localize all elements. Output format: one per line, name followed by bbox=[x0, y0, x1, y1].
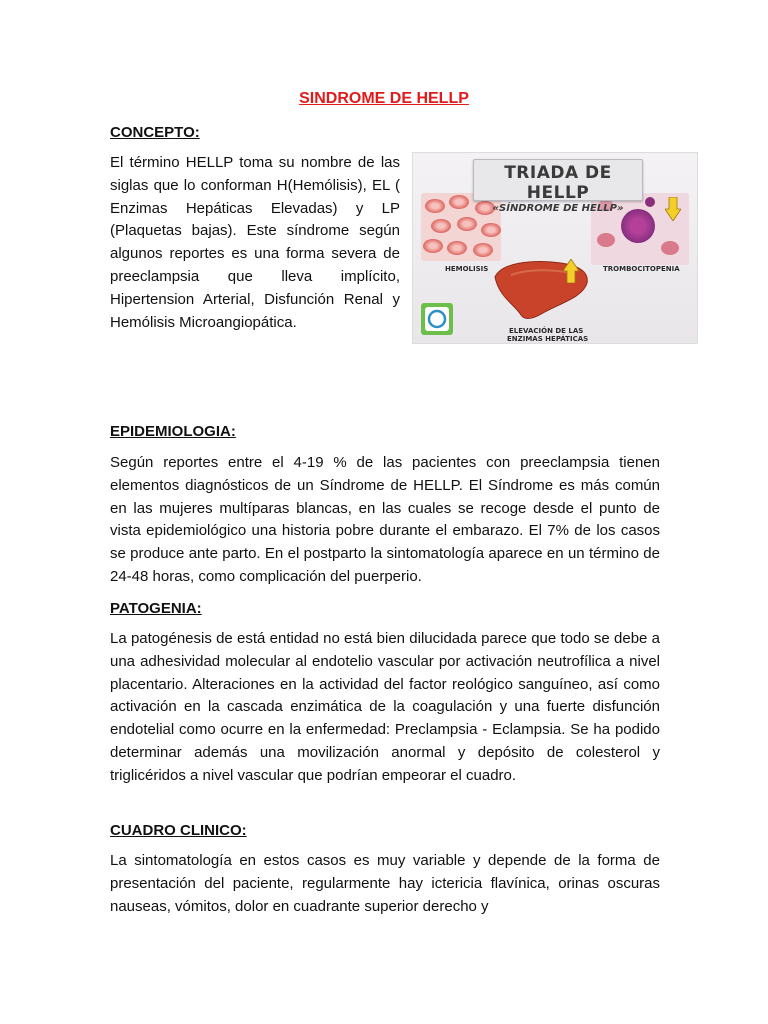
hellp-triad-figure bbox=[412, 152, 698, 344]
label-hemolisis: HEMOLISIS bbox=[445, 265, 489, 273]
figure-subtitle: «SÍNDROME DE HELLP» bbox=[492, 203, 624, 214]
heading-patogenia: PATOGENIA: bbox=[110, 600, 202, 617]
arrow-down-icon bbox=[665, 197, 681, 221]
paragraph-cuadro-clinico: La sintomatología en estos casos es muy variable y depende de la forma de presentación del paciente, regularmente hay ictericia flavínica, orinas oscuras nauseas, vómitos, dolor en cuadrante superior derecho y bbox=[110, 852, 660, 915]
label-elevacion-line2: ENZIMAS HEPÁTICAS bbox=[507, 335, 589, 343]
paragraph-patogenia: La patogénesis de está entidad no está bien dilucidada parece que todo se debe a una adhesividad molecular al endotelio vascular por activación neutrofílica a nivel placentario. Alteraciones en la actividad del factor reológico sanguíneo, así como activación en la cascada enzimática de la coagulación y una fuerte disfunción endotelial como ocurre en la enfermedad: Preclampsia - Eclampsia. Se ha podido determinar además una movilización anormal y depósito de colesterol y triglicéridos a nivel vascular que podrían empeorar el cuadro. bbox=[110, 630, 660, 784]
paragraph-epidemiologia: Según reportes entre el 4-19 % de las pacientes con preeclampsia tienen elementos diagnósticos de un Síndrome de HELLP. El Síndrome es más común en las mujeres multíparas blancas, en las cuales se recoge desde el punto de vista epidemiológico una historia pobre durante el embarazo. El 7% de los casos se produce ante parto. En el postparto la sintomatología aparece en un término de 24-48 horas, como complicación del puerperio. bbox=[110, 454, 660, 585]
heading-epidemiologia: EPIDEMIOLOGIA: bbox=[110, 423, 236, 440]
paragraph-concepto: El término HELLP toma su nombre de las siglas que lo conforman H(Hemólisis), EL ( Enzimas Hepáticas Elevadas) y LP (Plaquetas bajas). Este síndrome según algunos reportes es una forma severa de preeclampsia que lleva implícito, Hipertension Arterial, Disfunción Renal y Hemólisis Microangiopática. bbox=[110, 154, 400, 331]
logo-icon bbox=[421, 303, 453, 335]
arrow-up-icon bbox=[563, 259, 579, 283]
figure-title: TRIADA DE HELLP bbox=[504, 163, 612, 203]
label-trombocitopenia: TROMBOCITOPENIA bbox=[603, 265, 680, 273]
document-title: SINDROME DE HELLP bbox=[299, 90, 469, 107]
label-elevacion-line1: ELEVACIÓN DE LAS bbox=[509, 327, 584, 335]
heading-concepto: CONCEPTO: bbox=[110, 124, 200, 141]
heading-cuadro-clinico: CUADRO CLINICO: bbox=[110, 822, 247, 839]
figure-banner bbox=[473, 159, 643, 214]
